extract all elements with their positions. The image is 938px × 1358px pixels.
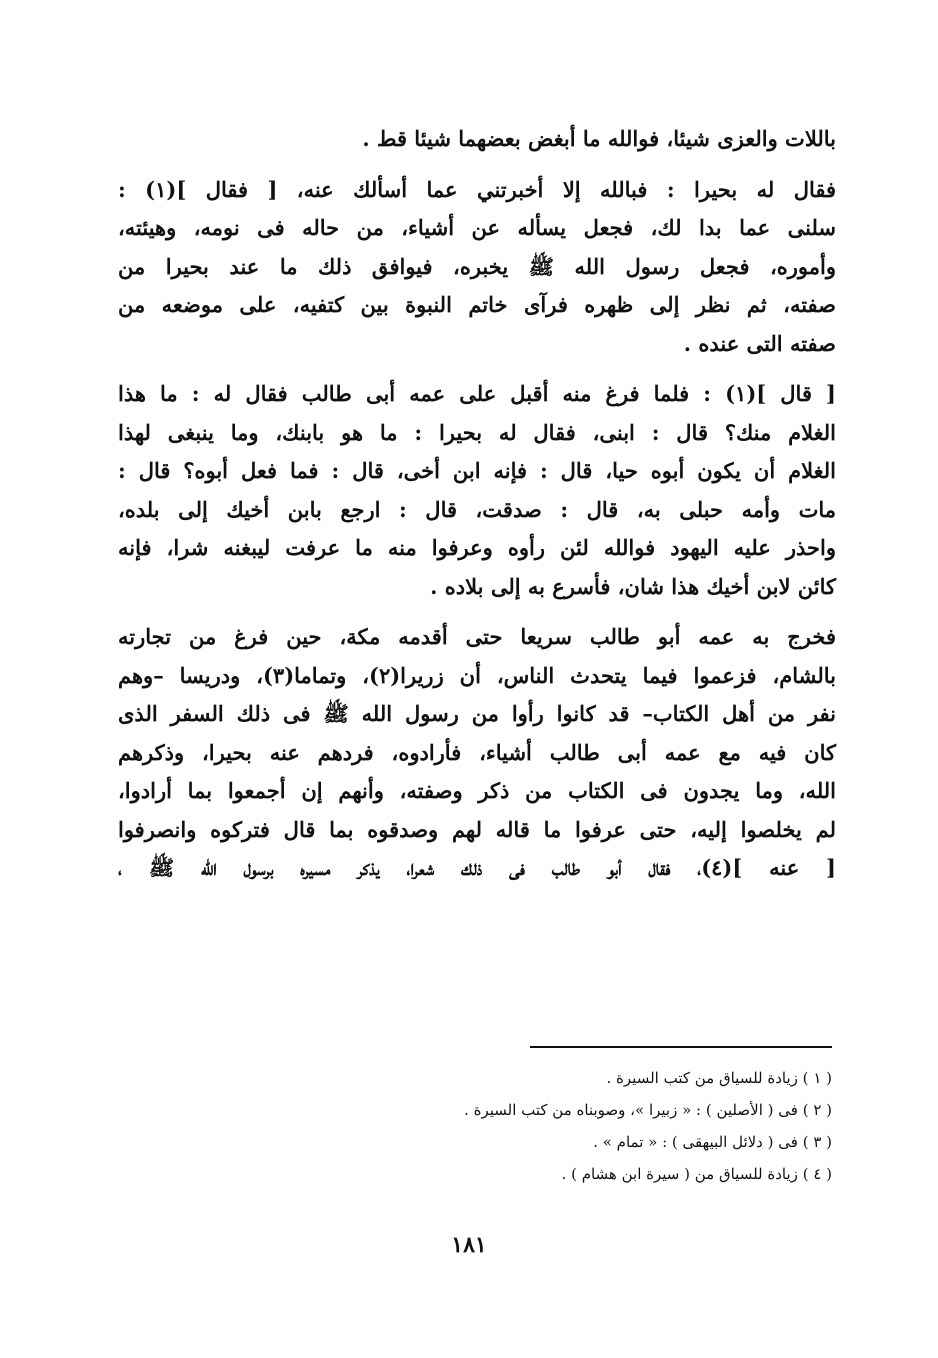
- paragraph: [118, 375, 836, 606]
- text-line: نفر من أهل الكتاب– قد كانوا رأوا من رسول الله ﷺ فى ذلك السفر الذى: [118, 701, 836, 726]
- paragraph: [118, 171, 836, 364]
- footnote: ( ١ ) زيادة للسياق من كتب السيرة .: [606, 1069, 832, 1087]
- text-line: الله، وما يجدون فى الكتاب من ذكر وصفته، وأنهم إن أجمعوا بما أرادوا،: [118, 778, 836, 803]
- text-line: [ قال ](١) : فلما فرغ منه أقبل على عمه أبى طالب فقال له : ما هذا: [118, 381, 836, 406]
- text-line: [ عنه ](٤)، فقال أبو طالب فى ذلك شعرا، يذكر مسيره برسول الله ﷺ ،: [118, 855, 836, 880]
- paragraph: [118, 618, 836, 888]
- page-number: ١٨١: [451, 1232, 487, 1258]
- text-line: وأموره، فجعل رسول الله ﷺ يخبره، فيوافق ذلك ما عند بحيرا من: [118, 253, 836, 279]
- text-line: كائن لابن أخيك هذا شان، فأسرع به إلى بلاده .: [430, 573, 836, 599]
- main-text: [118, 120, 836, 888]
- text-line: الغلام أن يكون أبوه حيا، قال : فإنه ابن أخى، قال : فما فعل أبوه؟ قال :: [118, 458, 836, 483]
- footnote: ( ٣ ) فى ( دلائل البيهقى ) : « تمام » .: [593, 1133, 832, 1151]
- text-line: فخرج به عمه أبو طالب سريعا حتى أقدمه مكة، حين فرغ من تجارته: [118, 624, 836, 649]
- footnotes: [300, 1062, 832, 1190]
- text-line: باللات والعزى شيئا، فوالله ما أبغض بعضهما شيئا قط .: [362, 126, 836, 151]
- footnote: ( ٤ ) زيادة للسياق من ( سيرة ابن هشام ) .: [561, 1165, 832, 1183]
- footnote: ( ٢ ) فى ( الأصلين ) : « زبيرا »، وصوبناه من كتب السيرة .: [464, 1101, 832, 1119]
- text-line: بالشام، فزعموا فيما يتحدث الناس، أن زريرا(٢)، وتماما(٣)، ودريسا –وهم: [118, 662, 836, 688]
- text-line: مات وأمه حبلى به، قال : صدقت، قال : ارجع بابن أخيك إلى بلده،: [118, 496, 836, 522]
- text-line: الغلام منك؟ قال : ابنى، فقال له بحيرا : ما هو بابنك، وما ينبغى لهذا: [118, 419, 836, 445]
- text-line: صفته، ثم نظر إلى ظهره فرآى خاتم النبوة بين كتفيه، على موضعه من: [118, 292, 836, 317]
- text-line: واحذر عليه اليهود فوالله لئن رأوه وعرفوا منه ما عرفت ليبغنه شرا، فإنه: [118, 535, 836, 560]
- paragraph: [118, 120, 836, 159]
- footnote-divider: [530, 1046, 832, 1048]
- text-line: كان فيه مع عمه أبى طالب أشياء، فأرادوه، فردهم عنه بحيرا، وذكرهم: [118, 739, 836, 765]
- text-line: لم يخلصوا إليه، حتى عرفوا ما قاله لهم وصدقوه بما قال فتركوه وانصرفوا: [118, 816, 836, 842]
- text-line: فقال له بحيرا : فبالله إلا أخبرتني عما أسألك عنه، [ فقال ](١) :: [118, 176, 837, 202]
- text-line: سلنى عما بدا لك، فجعل يسأله عن أشياء، من حاله فى نومه، وهيئته،: [118, 215, 836, 240]
- text-line: صفته التى عنده .: [683, 330, 836, 356]
